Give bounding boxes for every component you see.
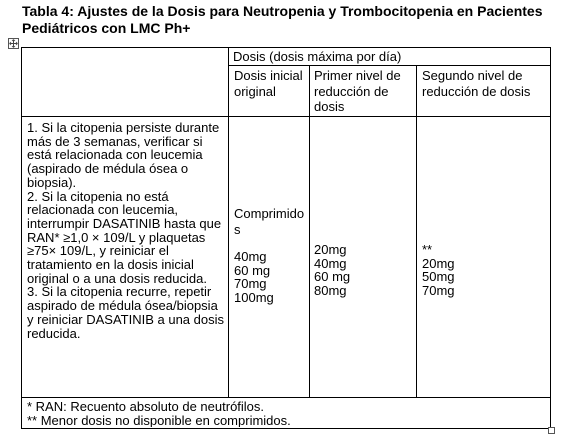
first-reduction-value: 40mg xyxy=(314,255,347,271)
initial-dose-value: 40mg xyxy=(234,250,267,264)
second-reduction-value: ** xyxy=(422,243,433,257)
footnote-lower-dose: ** Menor dosis no disponible en comprimidos. xyxy=(27,412,291,427)
initial-dose-value: 70mg xyxy=(234,276,267,292)
table-move-handle-icon[interactable] xyxy=(8,38,19,49)
first-reduction-value: 20mg xyxy=(314,243,347,257)
column-header-first-reduction: Primer nivel de reducción de dosis xyxy=(314,68,401,114)
instruction-1: 1. Si la citopenia persiste durante más de 3 semanas, verificar si está relacionada con leucemia (aspirado de médula ósea o biopsia). xyxy=(27,121,220,190)
initial-dose-list xyxy=(234,250,306,305)
table-title: Tabla 4: Ajustes de la Dosis para Neutropenia y Trombocitopenia en Pacientes Pediátricos con LMC Ph+ xyxy=(22,3,543,36)
instruction-3: 3. Si la citopenia recurre, repetir aspirado de médula ósea/biopsia y reiniciar DASATINIB a una dosis reducida. xyxy=(27,284,224,341)
second-reduction-value: 70mg xyxy=(422,283,455,298)
instructions-cell xyxy=(27,121,225,340)
initial-dose-value: 100mg xyxy=(234,290,274,305)
second-reduction-list xyxy=(422,243,546,298)
first-reduction-value: 60 mg xyxy=(314,269,351,285)
column-header-initial-dose: Dosis inicial original xyxy=(234,68,303,99)
footnote-ran: * RAN: Recuento absoluto de neutrófilos. xyxy=(27,400,265,414)
footnotes-cell xyxy=(27,400,545,427)
column-header-second-reduction: Segundo nivel de reducción de dosis xyxy=(422,68,531,99)
second-reduction-value: 50mg xyxy=(422,269,455,285)
form-label: Comprimidos xyxy=(234,206,305,237)
table-resize-handle-icon[interactable] xyxy=(548,427,555,434)
initial-dose-value: 60 mg xyxy=(234,262,271,278)
instruction-2: 2. Si la citopenia no está relacionada con leucemia, interrumpir DASATINIB hasta que RAN* ≥1,0 × 109/L y plaquetas ≥75× 109/L, y reiniciar el tratamiento en la dosis inicial original o a una dosis reducida. xyxy=(27,188,222,286)
first-reduction-value: 80mg xyxy=(314,283,347,298)
first-reduction-list xyxy=(314,243,412,298)
second-reduction-value: 20mg xyxy=(422,255,455,271)
header-dose-group: Dosis (dosis máxima por día) xyxy=(233,50,402,64)
